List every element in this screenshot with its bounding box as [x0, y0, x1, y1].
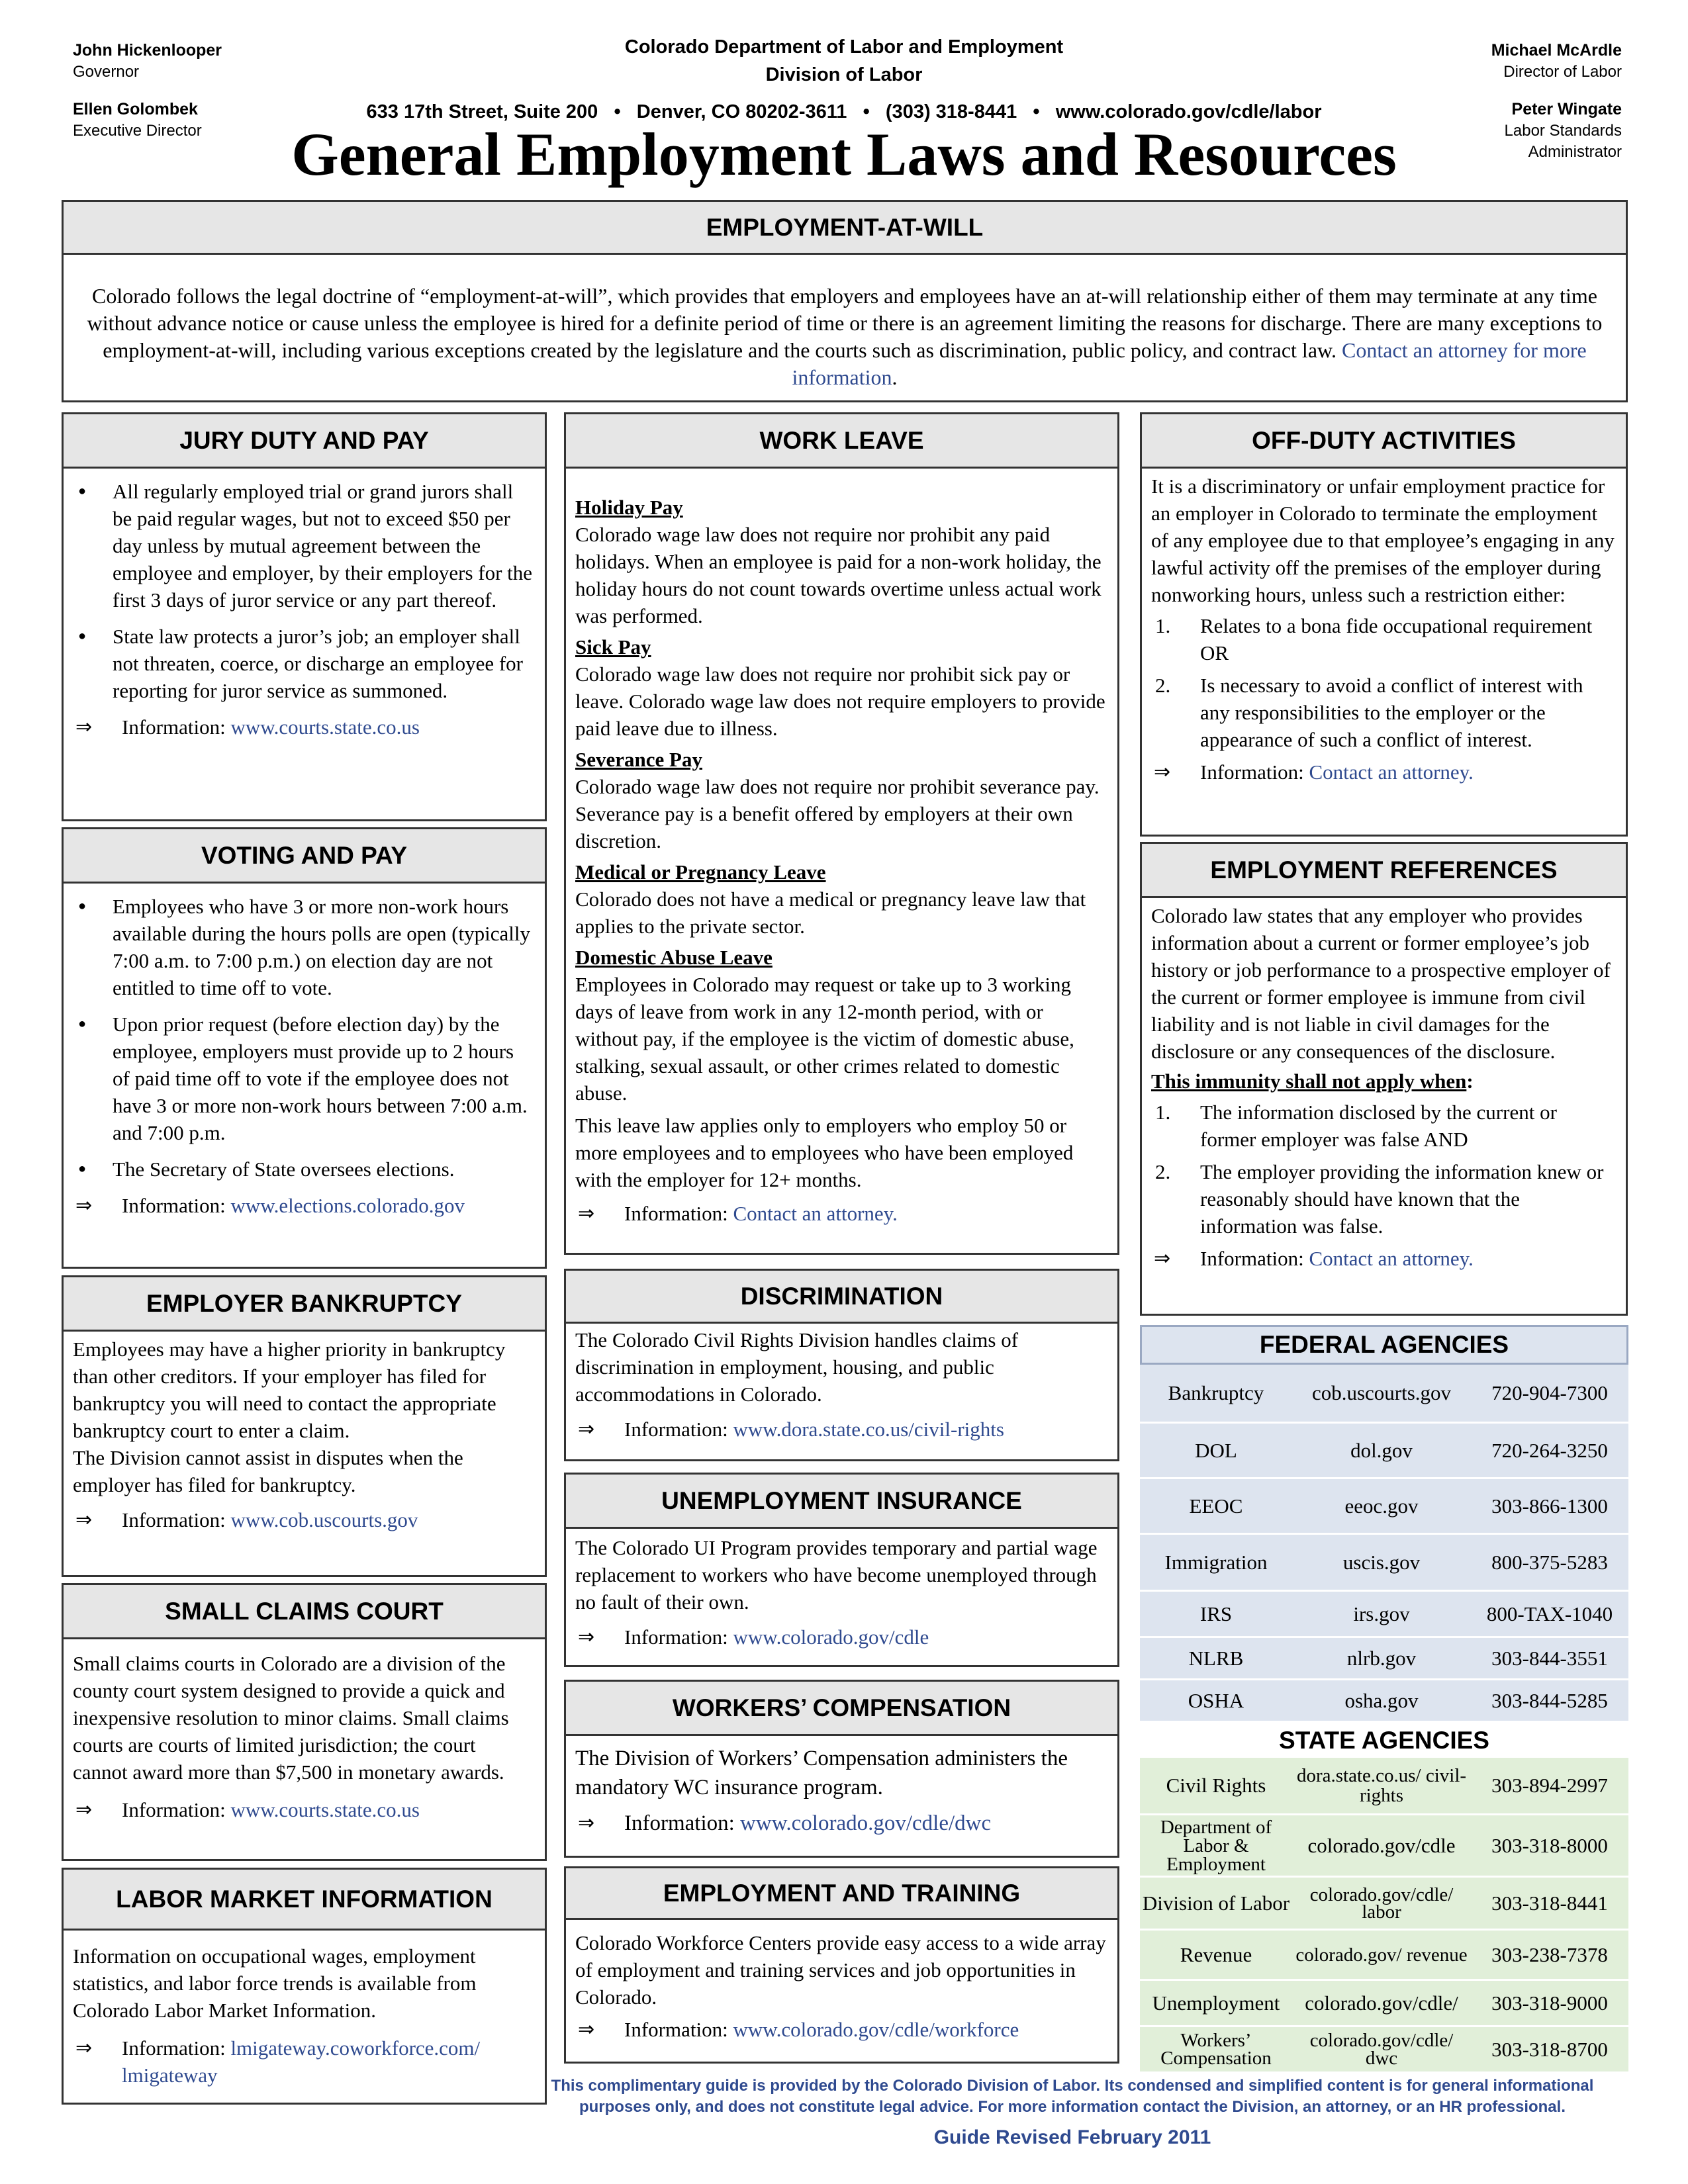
section-heading: OFF-DUTY ACTIVITIES [1142, 414, 1626, 469]
table-row [1140, 1678, 1628, 1721]
small-claims-body [64, 1639, 545, 1830]
division-name: Division of Labor [765, 64, 923, 85]
section-heading: SMALL CLAIMS COURT [64, 1585, 545, 1639]
agency-phone: 303-318-8441 [1491, 1891, 1608, 1915]
agency-name: Civil Rights [1166, 1774, 1266, 1797]
discrimination-section [564, 1269, 1119, 1461]
department-name: Colorado Department of Labor and Employment [624, 36, 1064, 58]
header-right [1350, 40, 1622, 163]
references-body [1142, 898, 1626, 1279]
elections-link[interactable]: www.elections.colorado.gov [230, 1194, 465, 1217]
paragraph: Employees in Colorado may request or take up to 3 working days of leave from work in any 12-month period, with or without pay, if the employee is the victim of domestic abuse, stalking, sexual assault, or other crimes related to domestic abuse. [575, 973, 1074, 1105]
work-leave-info [575, 1200, 1108, 1227]
right-arrow-icon: ⇒ [75, 2036, 93, 2060]
list-item [1151, 1099, 1617, 1153]
table-row [1140, 1929, 1628, 1979]
contact-attorney-link[interactable]: Contact an attorney. [1309, 760, 1474, 784]
disclaimer-line: purposes only, and does not constitute legal advice. For more information contact the Division, an attorney, or an HR professional. [579, 2098, 1566, 2116]
list-item [1151, 612, 1617, 666]
agency-name: Workers’ Compensation [1160, 2029, 1272, 2069]
admin-name: Peter Wingate [1511, 100, 1622, 118]
workers-comp-section [564, 1680, 1119, 1858]
agency-site[interactable]: colorado.gov/cdle/ dwc [1309, 2029, 1454, 2069]
wc-info [575, 1809, 1108, 1838]
footer-disclaimer [463, 2075, 1681, 2118]
admin-title-1: Labor Standards [1504, 122, 1622, 140]
employment-training-section [564, 1866, 1119, 2064]
training-info [575, 2016, 1108, 2043]
section-heading: EMPLOYMENT REFERENCES [1142, 844, 1626, 898]
revision-date: Guide Revised February 2011 [933, 2126, 1211, 2148]
exec-title: Executive Director [73, 122, 202, 140]
disclaimer-line: This complimentary guide is provided by the Colorado Division of Labor. Its condensed and simplified content is for general informational [551, 2077, 1594, 2095]
section-heading: EMPLOYMENT-AT-WILL [64, 202, 1626, 255]
jury-body [64, 469, 545, 747]
voting-info [73, 1192, 536, 1219]
section-heading: VOTING AND PAY [64, 829, 545, 884]
cdle-link[interactable]: www.colorado.gov/cdle [733, 1625, 929, 1649]
agency-name: Division of Labor [1142, 1891, 1290, 1915]
agency-phone: 303-238-7378 [1491, 1942, 1608, 1966]
voting-section [62, 827, 547, 1269]
info-label: Information: [1200, 1247, 1309, 1270]
info-label: Information: [122, 1194, 231, 1217]
unemployment-section [564, 1473, 1119, 1667]
work-leave-body [566, 469, 1117, 1234]
item-text: The employer providing the information knew or reasonably should have known that the information was false. [1200, 1160, 1604, 1238]
paragraph: The Division of Workers’ Compensation administers the mandatory WC insurance program. [575, 1747, 1068, 1799]
agency-phone: 303-318-8000 [1491, 1833, 1608, 1857]
off-duty-body [1142, 469, 1626, 792]
agency-name: Department of Labor & Employment [1160, 1816, 1272, 1875]
paragraph: This leave law applies only to employers who employ 50 or more employees and to employees who have been employed with the employer for 12+ months. [575, 1114, 1074, 1191]
table-row [1140, 1758, 1628, 1813]
agency-name: Immigration [1164, 1550, 1268, 1574]
agency-phone: 720-904-7300 [1491, 1381, 1608, 1404]
bankruptcy-info [73, 1506, 536, 1533]
info-label: Information: [1200, 760, 1309, 784]
section-heading: LABOR MARKET INFORMATION [64, 1870, 545, 1931]
courts-link[interactable]: www.courts.state.co.us [230, 715, 420, 739]
admin-title-2: Administrator [1528, 143, 1622, 161]
agency-site[interactable]: uscis.gov [1342, 1550, 1421, 1574]
paragraph: Colorado wage law does not require nor prohibit severance pay. Severance pay is a benefit offered by employers at their own discretion. [575, 775, 1100, 852]
paragraph: It is a discriminatory or unfair employment practice for an employer in Colorado to terminate the employment of any employee due to that employee’s engaging in any lawful activity off the premises of the employer during nonworking hours, unless such a restriction either: [1151, 475, 1615, 606]
page-title: General Employment Laws and Resources [291, 120, 1397, 188]
paragraph: Colorado wage law does not require nor prohibit sick pay or leave. Colorado wage law does not require employers to provide paid leave due to illness. [575, 662, 1105, 740]
small-claims-info [73, 1796, 536, 1823]
director-name: Michael McArdle [1491, 41, 1622, 60]
section-heading: UNEMPLOYMENT INSURANCE [566, 1475, 1117, 1529]
agency-phone: 303-844-3551 [1491, 1646, 1608, 1670]
labor-market-section [62, 1868, 547, 2105]
section-heading: WORKERS’ COMPENSATION [566, 1682, 1117, 1736]
right-arrow-icon: ⇒ [75, 1508, 93, 1531]
right-arrow-icon: ⇒ [578, 1418, 595, 1441]
agency-phone: 303-318-9000 [1491, 1991, 1608, 2015]
info-label: Information: [624, 1811, 741, 1835]
bankruptcy-court-link[interactable]: www.cob.uscourts.gov [230, 1508, 418, 1531]
table-row [1140, 1365, 1628, 1422]
agency-site[interactable]: eeoc.gov [1344, 1494, 1419, 1518]
list-item: ● All regularly employed trial or grand jurors shall be paid regular wages, but not to exceed $50 per day unless by mutual agreement between the employee and employer, by their employers for the first 3 days of juror service or any part thereof. [73, 478, 536, 614]
info-label: Information: [122, 2036, 231, 2060]
paragraph: Small claims courts in Colorado are a division of the county court system designed to provide a quick and inexpensive resolution to minor claims. Small claims courts are courts of limited jurisdiction; the court cannot award more than $7,500 in monetary awards. [73, 1652, 509, 1784]
info-label: Information: [624, 1418, 733, 1441]
info-label: Information: [624, 1625, 733, 1649]
section-heading: JURY DUTY AND PAY [64, 414, 545, 469]
voting-body [64, 884, 545, 1226]
off-duty-info [1151, 758, 1617, 786]
discrimination-info [575, 1416, 1108, 1443]
header-center [318, 33, 1370, 126]
agency-site[interactable]: colorado.gov/ revenue [1295, 1944, 1468, 1966]
agency-site[interactable]: osha.gov [1344, 1688, 1419, 1712]
paragraph: Information on occupational wages, employment statistics, and labor force trends is available from Colorado Labor Market Information. [73, 1944, 477, 2022]
severance-pay-title: Severance Pay [575, 748, 702, 771]
federal-agencies-heading: FEDERAL AGENCIES [1140, 1325, 1628, 1365]
civil-rights-link[interactable]: www.dora.state.co.us/civil-rights [733, 1418, 1004, 1441]
item-number: 2. [1155, 674, 1171, 697]
agency-phone: 303-894-2997 [1491, 1774, 1608, 1797]
section-heading: DISCRIMINATION [566, 1271, 1117, 1324]
agency-site[interactable]: dol.gov [1350, 1438, 1413, 1462]
agency-phone: 800-TAX-1040 [1486, 1602, 1613, 1625]
agency-site[interactable]: nlrb.gov [1346, 1646, 1417, 1670]
agency-name: DOL [1195, 1438, 1237, 1462]
ui-info [575, 1623, 1108, 1651]
lmi-gateway-link[interactable]: lmigateway.coworkforce.com/ [230, 2036, 481, 2060]
list-item: ● Employees who have 3 or more non-work hours available during the hours polls are open (typically 7:00 a.m. to 7:00 p.m.) on election day are not entitled to time off to vote. [73, 893, 536, 1001]
agency-phone: 303-318-8700 [1491, 2037, 1608, 2061]
list-item [1151, 1158, 1617, 1240]
list-item [1151, 672, 1617, 753]
table-row [1140, 2025, 1628, 2071]
wc-body [566, 1736, 1117, 1844]
contact-attorney-link[interactable]: Contact an attorney. [733, 1202, 898, 1225]
table-row [1140, 1636, 1628, 1678]
paragraph: Colorado does not have a medical or pregnancy leave law that applies to the private sector. [575, 887, 1086, 938]
list-item: ● State law protects a juror’s job; an employer shall not threaten, coerce, or discharge an employee for reporting for juror service as summoned. [73, 623, 536, 704]
section-heading: EMPLOYMENT AND TRAINING [566, 1868, 1117, 1920]
immunity-text: This immunity shall not apply when [1151, 1069, 1467, 1093]
immunity-heading [1151, 1068, 1617, 1095]
item-text: Relates to a bona fide occupational requirement OR [1200, 614, 1593, 664]
right-arrow-icon: ⇒ [578, 2018, 595, 2041]
table-row [1140, 1590, 1628, 1636]
period: . [892, 365, 898, 389]
agency-name: EEOC [1189, 1494, 1243, 1518]
paragraph: Colorado Workforce Centers provide easy access to a wide array of employment and training services and job opportunities in Colorado. [575, 1931, 1106, 2009]
agency-phone: 720-264-3250 [1491, 1438, 1608, 1462]
info-label: Information: [624, 1202, 733, 1225]
table-row [1140, 1477, 1628, 1533]
item-number: 2. [1155, 1160, 1171, 1183]
paragraph: The Division cannot assist in disputes when the employer has filed for bankruptcy. [73, 1446, 463, 1496]
item-text: Is necessary to avoid a conflict of interest with any responsibilities to the employer or the appearance of such a conflict of interest. [1200, 674, 1583, 751]
agency-name: IRS [1199, 1602, 1233, 1625]
governor-name: John Hickenlooper [73, 41, 222, 60]
contact-attorney-link[interactable]: Contact an attorney. [1309, 1247, 1474, 1270]
work-leave-section [564, 412, 1119, 1255]
references-info [1151, 1245, 1617, 1272]
workforce-link[interactable]: www.colorado.gov/cdle/workforce [733, 2018, 1019, 2041]
agency-phone: 800-375-5283 [1491, 1550, 1608, 1574]
info-label: Information: [624, 2018, 733, 2041]
references-section [1140, 842, 1628, 1316]
right-arrow-icon: ⇒ [578, 1202, 595, 1225]
table-row [1140, 1422, 1628, 1477]
right-arrow-icon: ⇒ [578, 1811, 595, 1835]
list-item: ● The Secretary of State oversees elections. [73, 1156, 536, 1183]
agency-site[interactable]: irs.gov [1353, 1602, 1410, 1625]
paragraph: The Colorado UI Program provides temporary and partial wage replacement to workers who have become unemployed through no fault of their own. [575, 1536, 1098, 1614]
item-number: 1. [1155, 1101, 1171, 1124]
table-row [1140, 1533, 1628, 1590]
jury-duty-section [62, 412, 547, 821]
agency-name: OSHA [1188, 1688, 1244, 1712]
list-item: ● Upon prior request (before election day) by the employee, employers must provide up to 2 hours of paid time off to vote if the employee does not have 3 or more non-work hours between 7:00 a.m. and 7:00 p.m. [73, 1011, 536, 1146]
info-label: Information: [122, 715, 231, 739]
right-arrow-icon: ⇒ [1154, 1247, 1171, 1270]
bankruptcy-section [62, 1275, 547, 1577]
right-arrow-icon: ⇒ [75, 1798, 93, 1821]
right-arrow-icon: ⇒ [578, 1625, 595, 1649]
agency-phone: 303-866-1300 [1491, 1494, 1608, 1518]
paragraph: Employees may have a higher priority in bankruptcy than other creditors. If your employer has filed for bankruptcy you will need to contact the appropriate bankruptcy court to enter a claim. [73, 1338, 506, 1442]
exec-name: Ellen Golombek [73, 100, 198, 118]
agency-name: NLRB [1188, 1646, 1244, 1670]
domestic-abuse-title: Domestic Abuse Leave [575, 946, 773, 969]
small-claims-section [62, 1583, 547, 1861]
section-heading: EMPLOYER BANKRUPTCY [64, 1277, 545, 1332]
info-label: Information: [122, 1798, 231, 1821]
right-arrow-icon: ⇒ [75, 1194, 93, 1217]
info-label: Information: [122, 1508, 231, 1531]
right-arrow-icon: ⇒ [75, 715, 93, 739]
agency-site[interactable]: cob.uscourts.gov [1311, 1381, 1452, 1404]
agency-site[interactable]: colorado.gov/cdle/ [1305, 1991, 1458, 2015]
discrimination-body [566, 1324, 1117, 1449]
at-will-section [62, 200, 1628, 402]
table-row [1140, 1979, 1628, 2025]
agency-phone: 303-844-5285 [1491, 1688, 1608, 1712]
agency-site[interactable]: colorado.gov/cdle/ labor [1309, 1884, 1454, 1923]
agency-name: Bankruptcy [1168, 1381, 1264, 1404]
right-arrow-icon: ⇒ [1154, 760, 1171, 784]
address-line: 633 17th Street, Suite 200 • Denver, CO 80202-3611 • (303) 318-8441 • www.colorado.gov/cdle/labor [366, 101, 1322, 122]
at-will-text: Colorado follows the legal doctrine of “employment-at-will”, which provides that employers and employees have an at-will relationship either of them may terminate at any time without advance notice or cause unless the employee is hired for a definite period of time or there is an agreement limiting the reasons for discharge. There are many exceptions to employment-at-will, including various exceptions created by the legislature and the courts such as discrimination, public policy, and contract law. [87, 284, 1603, 362]
sick-pay-title: Sick Pay [575, 635, 651, 659]
item-number: 1. [1155, 614, 1171, 637]
agency-site[interactable]: colorado.gov/cdle [1307, 1833, 1456, 1857]
lmi-body [64, 1931, 545, 2095]
bankruptcy-body [64, 1332, 545, 1540]
lmi-gateway-link-cont[interactable]: lmigateway [122, 2064, 218, 2087]
table-row [1140, 1876, 1628, 1929]
courts-link[interactable]: www.courts.state.co.us [230, 1798, 420, 1821]
ui-body [566, 1529, 1117, 1657]
state-agencies-heading: STATE AGENCIES [1140, 1723, 1628, 1758]
jury-info [73, 713, 536, 741]
paragraph: Colorado law states that any employer who provides information about a current or former employee’s job history or job performance to a prospective employer of the current or former employee is immune from civil liability and is not liable in civil damages for the disclosure or any consequences of the disclosure. [1151, 904, 1611, 1063]
holiday-pay-title: Holiday Pay [575, 496, 683, 519]
agency-name: Revenue [1180, 1942, 1252, 1966]
off-duty-section [1140, 412, 1628, 837]
agency-site[interactable]: dora.state.co.us/ civil-rights [1296, 1765, 1467, 1806]
medical-leave-title: Medical or Pregnancy Leave [575, 860, 826, 884]
paragraph: Colorado wage law does not require nor prohibit any paid holidays. When an employee is paid for a non-work holiday, the holiday hours do not count towards overtime unless actual work was performed. [575, 523, 1102, 627]
agency-name: Unemployment [1152, 1991, 1280, 2015]
item-text: The information disclosed by the current or former employer was false AND [1200, 1101, 1557, 1151]
dwc-link[interactable]: www.colorado.gov/cdle/dwc [740, 1811, 992, 1835]
training-body [566, 1920, 1117, 2050]
governor-title: Governor [73, 63, 140, 81]
contact-attorney-link[interactable]: Contact an attorney for more information [792, 338, 1587, 389]
director-title: Director of Labor [1503, 63, 1622, 81]
colon: : [1466, 1069, 1474, 1093]
table-row [1140, 1813, 1628, 1876]
at-will-body [64, 255, 1626, 391]
section-heading: WORK LEAVE [566, 414, 1117, 469]
paragraph: The Colorado Civil Rights Division handles claims of discrimination in employment, housing, and public accommodations in Colorado. [575, 1328, 1019, 1406]
